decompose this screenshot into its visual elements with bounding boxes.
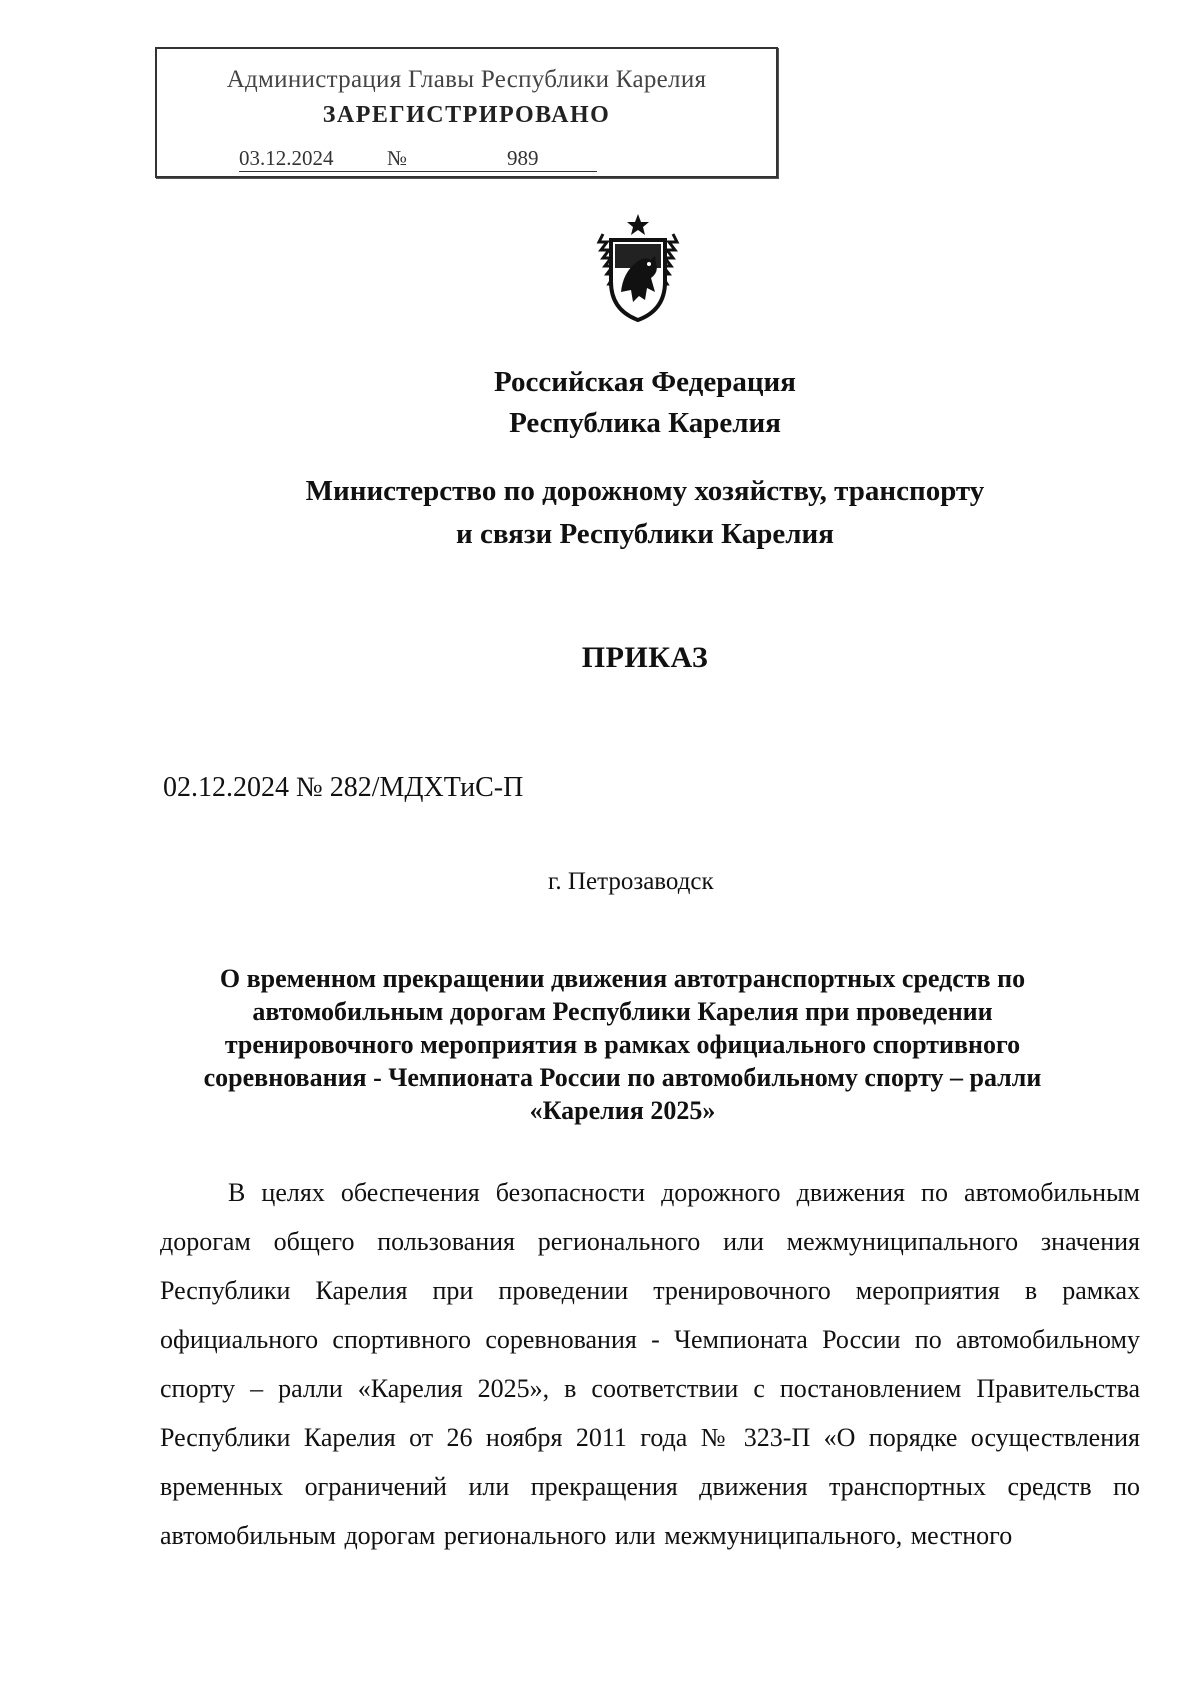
ministry-line-2: и связи Республики Карелия	[456, 518, 834, 550]
header-ministry	[230, 470, 1060, 556]
stamp-number: 989	[419, 145, 597, 172]
registration-stamp	[155, 47, 778, 178]
stamp-organization: Администрация Главы Республики Карелия	[226, 66, 707, 93]
header-country: Российская Федерация	[494, 366, 796, 398]
stamp-date: 03.12.2024	[239, 145, 419, 172]
order-date-number: 02.12.2024 № 282/МДХТиС-П	[163, 772, 524, 803]
stamp-registration-line	[157, 145, 776, 175]
karelia-coat-of-arms-icon	[593, 212, 683, 324]
header-federation	[150, 362, 1140, 444]
header-republic: Республика Карелия	[509, 407, 781, 439]
order-body-paragraph: В целях обеспечения безопасности дорожного движения по автомобильным дорогам общего пользования регионального или межмуниципального значения Республики Карелия при проведении тренировочного мероприятия в рамках официального спортивного соревнования - Чемпионата России по автомобильному спорту – ралли «Карелия 2025», в соответствии с постановлением Правительства Республики Карелия от 26 ноября 2011 года № 323-П «О порядке осуществления временных ограничений или прекращения движения транспортных средств по автомобильным дорогам регионального или межмуниципального, местного	[160, 1178, 1140, 1550]
stamp-number-label: №	[387, 146, 408, 170]
document-type-title: ПРИКАЗ	[581, 641, 709, 674]
order-city: г. Петрозаводск	[548, 868, 714, 895]
ministry-line-1: Министерство по дорожному хозяйству, транспорту	[305, 475, 985, 507]
order-subject: О временном прекращении движения автотранспортных средств по автомобильным дорогам Республики Карелия при проведении тренировочного мероприятия в рамках официального спортивного соревнования - Чемпионата России по автомобильному спорту – ралли «Карелия 2025»	[203, 964, 1042, 1125]
stamp-registered-label: ЗАРЕГИСТРИРОВАНО	[322, 102, 611, 128]
